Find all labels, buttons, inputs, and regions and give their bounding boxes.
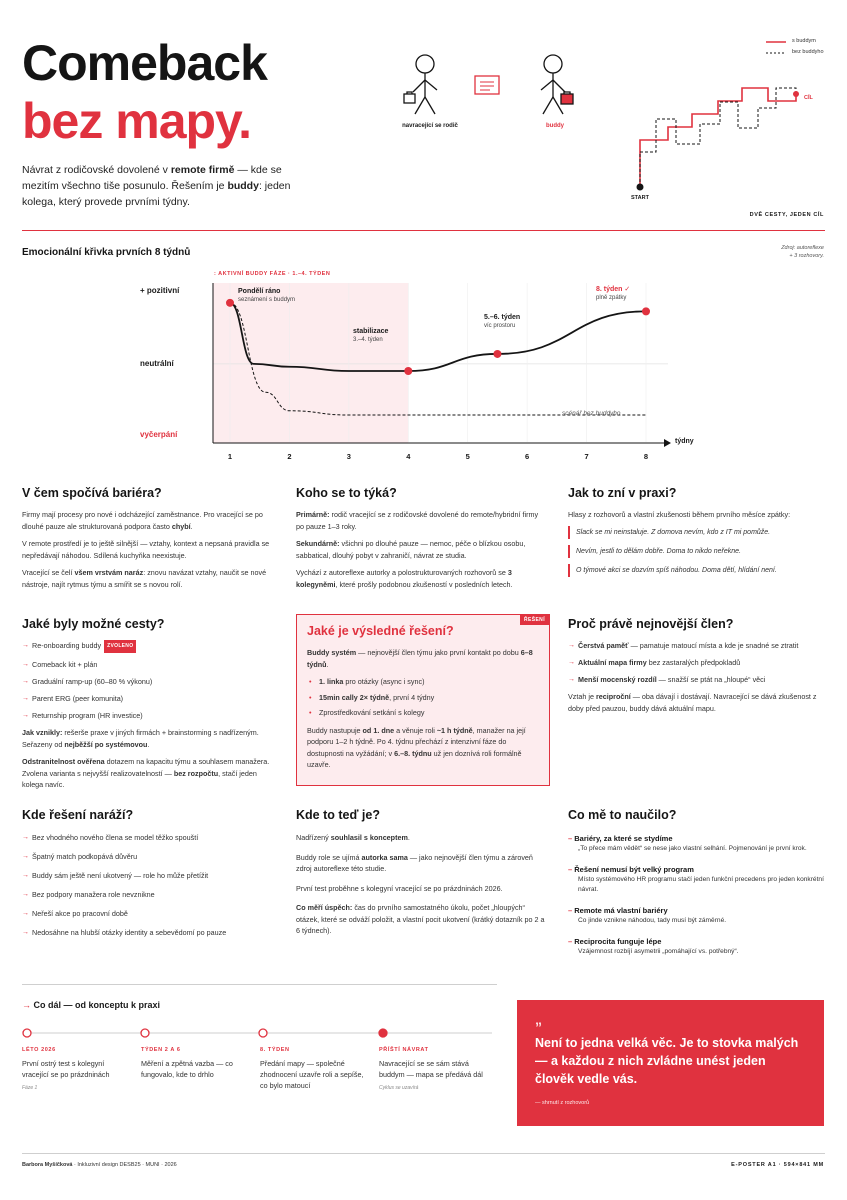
solution-box: ŘEŠENÍ Jaké je výsledné řešení? Buddy systém — nejnovější člen týmu jako první kontakt po dobu 6–8 týdnů. • 1. linka pro otázky (async i sync) • 15min cally 2× týdně, první 4 týdny • Zprostředkování setkání s kolegy Buddy nastupuje od 1. dne a věnuje roli ~1 h týdně, manažer na její podporu 1–2 h týdně. Po 4. týdnu přechází z intenzivní fáze do dostupnosti na vyžádání; v 6.–8. týdnu už jen doznívá roli formálně uzavře. xyxy=(296,614,550,786)
x-tick-label: 5 xyxy=(465,452,470,461)
footer-format: E-POSTER A1 · 594×841 MM xyxy=(731,1162,824,1168)
active-phase-band xyxy=(213,283,408,443)
next-heading: → Co dál — od konceptu k praxi xyxy=(22,1000,161,1010)
section-limits xyxy=(22,808,280,946)
x-axis-arrow xyxy=(664,439,671,447)
start-label: START xyxy=(631,195,649,201)
emotion-chart xyxy=(0,0,847,470)
audience-heading: Koho se to týká? xyxy=(296,486,397,500)
x-axis-label: týdny xyxy=(675,438,694,445)
legend-dashed-label: bez buddyho xyxy=(792,49,824,55)
list-item: → Comeback kit + plán xyxy=(22,659,280,670)
x-tick-label: 2 xyxy=(287,452,292,461)
timeline-step: TÝDEN 2 A 6 Měření a zpětná vazba — co fungovalo, kde to drhlo xyxy=(141,1047,233,1079)
quote-item: Slack se mi neinstaluje. Z domova nevím, kdo z IT mi pomůže. xyxy=(568,526,824,539)
quote-box xyxy=(517,1000,824,1126)
annotation-week56: 5.–6. týden víc prostoru xyxy=(484,314,521,329)
x-tick-label: 3 xyxy=(346,452,351,461)
list-item: • Zprostředkování setkání s kolegy xyxy=(309,708,425,717)
footer-divider xyxy=(22,1153,825,1154)
x-tick-label: 8 xyxy=(643,452,649,461)
quote-mark: ” xyxy=(535,1019,542,1035)
chart-title: Emocionální křivka prvních 8 týdnů xyxy=(22,247,191,258)
section-learned xyxy=(568,808,824,967)
timeline-top-divider xyxy=(22,984,497,985)
data-point xyxy=(226,299,234,307)
data-point xyxy=(493,350,501,358)
path-caption: DVĚ CESTY, JEDEN CÍL xyxy=(749,212,824,218)
data-point xyxy=(404,367,412,375)
buddy-label: buddy xyxy=(546,123,564,129)
list-item: → Returnship program (HR investice) xyxy=(22,710,280,721)
practice-heading: Jak to zní v praxi? xyxy=(568,486,677,500)
data-point xyxy=(642,307,650,315)
timeline-step: LÉTO 2026 První ostrý test s kolegyní vracející se po prázdninách Fáze 1 xyxy=(22,1047,110,1091)
timeline-dot xyxy=(141,1029,149,1037)
limits-heading: Kde řešení naráží? xyxy=(22,808,134,822)
goal-label: CÍL xyxy=(804,95,813,101)
section-now: Kde to teď je? Nadřízený souhlasil s konceptem. Buddy role se ujímá autorka sama — jako nejnovější člen týmu a zároveň zdroj autoreflexe této studie. První test proběhne s kolegyní vracející se po prázdninách 2026. Co měří úspěch: čas do prvního samostatného úkolu, počet „hloupých“ otázek, které se odváží položit, a vlastní pocit ukotvení (krátký dotazník po 2 a 6 týdnech). xyxy=(296,808,550,937)
solution-tag: ŘEŠENÍ xyxy=(520,615,549,625)
barrier-heading: V čem spočívá bariéra? xyxy=(22,486,162,500)
timeline-track xyxy=(22,1026,502,1040)
learned-item: – Řešení nemusí být velký program Místo systémového HR programu stačí jeden funkční precedens pro jeden konkrétní návrat. xyxy=(568,864,824,895)
list-item: → Re-onboarding buddy ZVOLENO xyxy=(22,640,280,653)
x-tick-label: 1 xyxy=(227,452,233,461)
parent-label: navracející se rodič xyxy=(402,123,458,129)
list-item: → Graduální ramp-up (60–80 % výkonu) xyxy=(22,676,280,687)
list-item: → Špatný match podkopává důvěru xyxy=(22,851,280,862)
paths-heading: Jaké byly možné cesty? xyxy=(22,617,165,631)
section-barrier: V čem spočívá bariéra? Firmy mají procesy pro nové i odcházející zaměstnance. Pro vracející se po dlouhé pauze ale strukturovaná podpora často chybí. V remote prostředí je to ještě silnější — vztahy, kontext a nepsaná pravidla se nepředávají náhodou. Sdílená kuchyňka neexistuje. Vracející se čelí všem vrstvám naráz: znovu navázat vztahy, naučit se nové nástroje, najít rytmus týmu a smířit se s novou rolí. xyxy=(22,486,277,590)
learned-item: – Bariéry, za které se stydíme „To přece mám vědět“ se nese jako vlastní selhání. Pojmenování je první krok. xyxy=(568,833,824,854)
list-item: → Menší mocenský rozdíl — snažší se ptát na „hloupé“ věci xyxy=(568,674,824,685)
x-tick-label: 6 xyxy=(525,452,530,461)
list-item: → Bez vhodného nového člena se model těžko spouští xyxy=(22,832,280,843)
y-label-exhausted: vyčerpání xyxy=(140,430,178,439)
list-item: → Čerstvá paměť — pamatuje matoucí místa a kde je snadné se ztratit xyxy=(568,640,824,651)
quote-item: O týmové akci se dozvím spíš náhodou. Doma dětí, hlídání není. xyxy=(568,564,824,577)
list-item: • 15min cally 2× týdně, první 4 týdny xyxy=(309,692,435,702)
quote-item: Nevím, jestli to dělám dobře. Doma to nikdo neřekne. xyxy=(568,545,824,558)
annotation-stabilization: stabilizace 3.–4. týden xyxy=(353,328,389,343)
timeline-dot xyxy=(379,1029,387,1037)
now-heading: Kde to teď je? xyxy=(296,808,380,822)
learned-heading: Co mě to naučilo? xyxy=(568,808,677,822)
x-tick-label: 7 xyxy=(584,452,589,461)
y-label-neutral: neutrální xyxy=(140,359,174,368)
x-tick-label: 4 xyxy=(406,452,411,461)
legend-solid-label: s buddym xyxy=(792,38,816,44)
annotation-monday: Pondělí ráno seznámení s buddym xyxy=(238,288,296,303)
poster-title-line1: Comeback xyxy=(22,35,267,91)
quote-text: Není to jedna velká věc. Je to stovka malých — a každou z nich zvládne unést jeden člověk vedle vás. xyxy=(535,1036,799,1086)
footer-author: Barbora Myšíčková · Inkluzivní design DESB25 · MUNI · 2026 xyxy=(22,1162,177,1168)
section-audience: Koho se to týká? Primárně: rodič vracející se z rodičovské dovolené do remote/hybridní firmy po pauze 1–3 roky. Sekundárně: všichni po dlouhé pauze — nemoc, péče o blízkou osobu, sabbatical, dlouhý pobyt v zahraničí, návrat ze studia. Vychází z autoreflexe autorky a polostrukturovaných rozhovorů se 3 kolegyněmi, které prošly podobnou zkušeností v posledních letech. xyxy=(296,486,548,590)
timeline-step: PŘÍŠTÍ NÁVRAT Navracející se se sám stává buddym — mapa se předává dál Cyklus se uzavírá xyxy=(379,1047,483,1091)
why-heading: Proč právě nejnovější člen? xyxy=(568,617,734,631)
list-item: → Neřeší akce po pracovní době xyxy=(22,908,280,919)
active-phase-label: : AKTIVNÍ BUDDY FÁZE · 1.–4. TÝDEN xyxy=(214,271,331,277)
list-item: → Aktuální mapa firmy bez zastaralých předpokladů xyxy=(568,657,824,668)
list-item: → Nedosáhne na hlubší otázky identity a sebevědomí po pauze xyxy=(22,927,280,938)
list-item: → Parent ERG (peer komunita) xyxy=(22,693,280,704)
learned-item: – Reciprocita funguje lépe Vzájemnost rozbíjí asymetrii „pomáhající vs. potřebný“. xyxy=(568,936,824,957)
section-practice: Jak to zní v praxi? Hlasy z rozhovorů a vlastní zkušenosti během prvního měsíce zpátky: Slack se mi neinstaluje. Z domova nevím, kdo z IT mi pomůže. Nevím, jestli to dělám dobře. Doma to nikdo neřekne. O týmové akci se dozvím spíš náhodou. Doma dětí, hlídání není. xyxy=(568,486,824,583)
learned-item: – Remote má vlastní bariéry Co jinde vznikne náhodou, tady musí být záměrné. xyxy=(568,905,824,926)
timeline-dot xyxy=(259,1029,267,1037)
list-item: • 1. linka pro otázky (async i sync) xyxy=(309,677,425,686)
lead-paragraph: Návrat z rodičovské dovolené v remote firmě — kde se mezitím všechno tiše posunulo. Řešením je buddy: jeden kolega, který provede prvními týdny. xyxy=(22,164,291,208)
timeline-step: 8. TÝDEN Předání mapy — společné zhodnocení uzavře roli a sepíše, co bylo matoucí xyxy=(260,1047,364,1090)
list-item: → Bez podpory manažera role nevznikne xyxy=(22,889,280,900)
solution-heading: Jaké je výsledné řešení? xyxy=(307,624,454,638)
annotation-week8: 8. týden ✓ plně zpátky xyxy=(596,286,631,301)
chart-source: Zdroj: autoreflexe + 3 rozhovory. xyxy=(781,245,824,259)
annotation-no-buddy: scénář bez buddyho xyxy=(562,410,621,417)
quote-source: — shrnutí z rozhovorů xyxy=(535,1100,590,1106)
section-why: Proč právě nejnovější člen? → Čerstvá paměť — pamatuje matoucí místa a kde je snadné se ztratit → Aktuální mapa firmy bez zastaralých předpokladů → Menší mocenský rozdíl — snažší se ptát na „hloupé“ věci Vztah je reciproční — oba dávají i dostávají. Navracející se dává zkušenost z doby před pauzou, buddy dává aktuální mapu. xyxy=(568,617,824,714)
timeline-dot xyxy=(23,1029,31,1037)
y-label-positive: + pozitivní xyxy=(140,286,180,295)
chosen-badge: ZVOLENO xyxy=(104,640,136,653)
section-paths: Jaké byly možné cesty? → Re-onboarding buddy ZVOLENO → Comeback kit + plán → Graduální ramp-up (60–80 % výkonu) → Parent ERG (peer komunita) → Returnship program (HR investice) Jak vznikly: rešerše praxe v jiných firmách + brainstorming s nadřízeným. Seřazeny od nejběžší po systémovou. Odstranitelnost ověřena dotazem na kapacitu týmu a souhlasem manažera. Zvolena varianta s nejvyšší realizovatelností — bez rozpočtu, stačí jeden kolega navíc. xyxy=(22,617,280,791)
poster-title-line2: bez mapy. xyxy=(22,93,252,149)
list-item: → Buddy sám ještě není ukotvený — role ho může přetížit xyxy=(22,870,280,881)
